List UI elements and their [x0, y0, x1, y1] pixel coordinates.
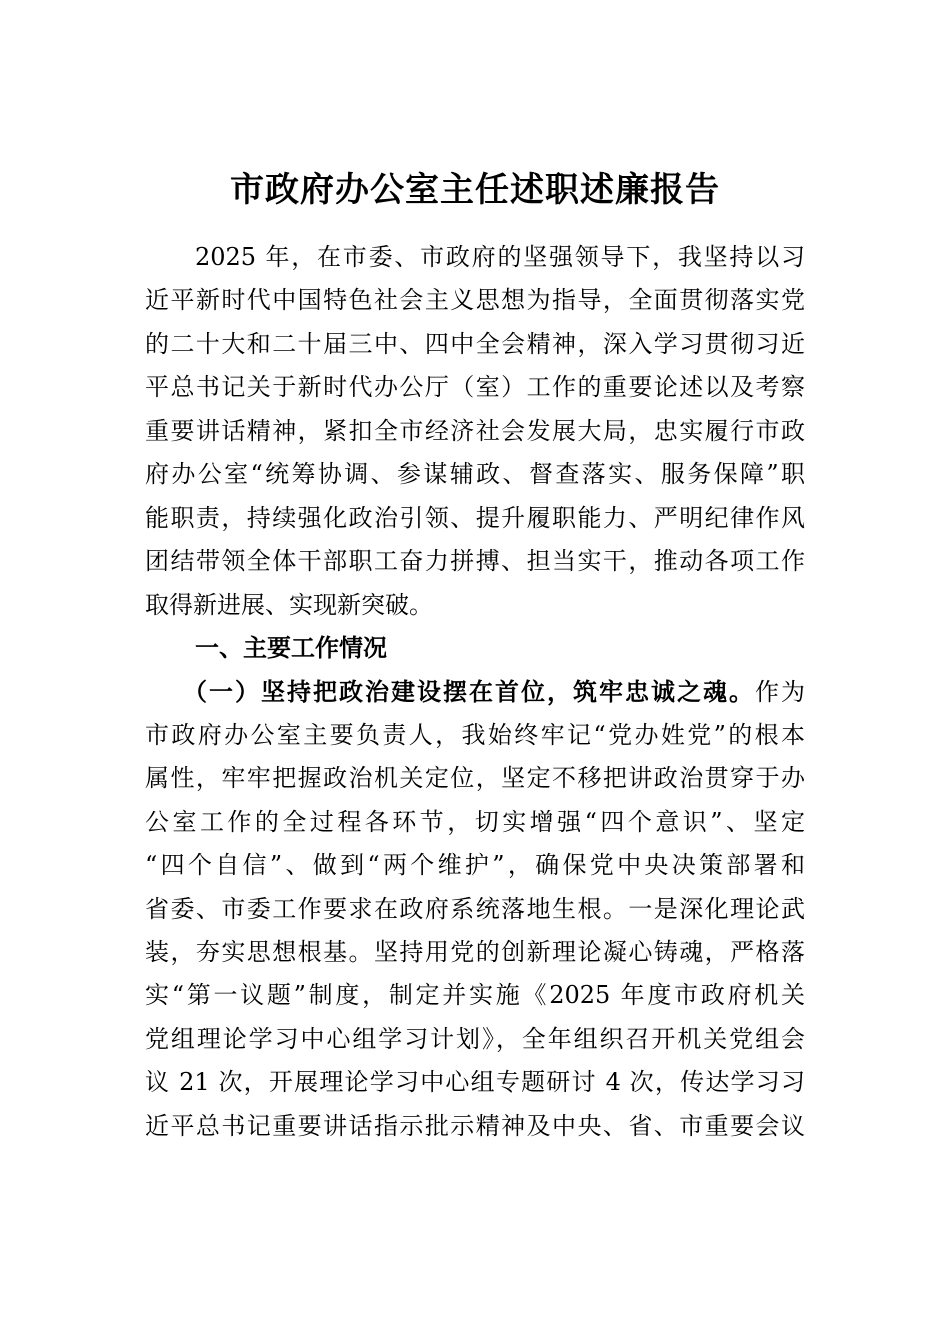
paragraph-line: 2025 年，在市委、市政府的坚强领导下，我坚持以习 [195, 243, 805, 271]
paragraph-line: 公室工作的全过程各环节，切实增强“四个意识”、坚定 [145, 807, 805, 836]
paragraph-text: 作为 [755, 678, 805, 707]
paragraph-line: 的二十大和二十届三中、四中全会精神，深入学习贯彻习近 [145, 329, 805, 358]
paragraph-line: 取得新进展、实现新突破。 [145, 590, 433, 619]
paragraph-line: 市政府办公室主要负责人，我始终牢记“党办姓党”的根本 [145, 720, 805, 749]
document-body [145, 236, 805, 1148]
paragraph-line: 近平新时代中国特色社会主义思想为指导，全面贯彻落实党 [145, 286, 805, 315]
subsection-title: （一）坚持把政治建设摆在首位，筑牢忠诚之魂。 [183, 677, 755, 707]
paragraph-line: 府办公室“统筹协调、参谋辅政、督查落实、服务保障”职 [145, 460, 805, 489]
paragraph-line: 近平总书记重要讲话指示批示精神及中央、省、市重要会议 [145, 1111, 805, 1140]
paragraph-line: 党组理论学习中心组学习计划》，全年组织召开机关党组会 [145, 1024, 805, 1053]
section-heading: 一、主要工作情况 [195, 633, 387, 662]
paragraph-line: 实“第一议题”制度，制定并实施《2025 年度市政府机关 [145, 981, 805, 1010]
document-title: 市政府办公室主任述职述廉报告 [230, 170, 720, 210]
paragraph-line: 属性，牢牢把握政治机关定位，坚定不移把讲政治贯穿于办 [145, 764, 805, 793]
paragraph-line: 平总书记关于新时代办公厅（室）工作的重要论述以及考察 [145, 373, 805, 402]
paragraph-line: 团结带领全体干部职工奋力拼搏、担当实干，推动各项工作 [145, 547, 805, 576]
paragraph-line: 议 21 次，开展理论学习中心组专题研讨 4 次，传达学习习 [145, 1068, 805, 1097]
paragraph-line: 能职责，持续强化政治引领、提升履职能力、严明纪律作风 [145, 503, 805, 532]
paragraph-line: 装，夯实思想根基。坚持用党的创新理论凝心铸魂，严格落 [145, 938, 805, 966]
paragraph-line: 省委、市委工作要求在政府系统落地生根。一是深化理论武 [145, 894, 805, 923]
paragraph-line: “四个自信”、做到“两个维护”，确保党中央决策部署和 [145, 851, 805, 880]
paragraph-line [145, 670, 805, 713]
paragraph-line: 重要讲话精神，紧扣全市经济社会发展大局，忠实履行市政 [145, 416, 805, 445]
